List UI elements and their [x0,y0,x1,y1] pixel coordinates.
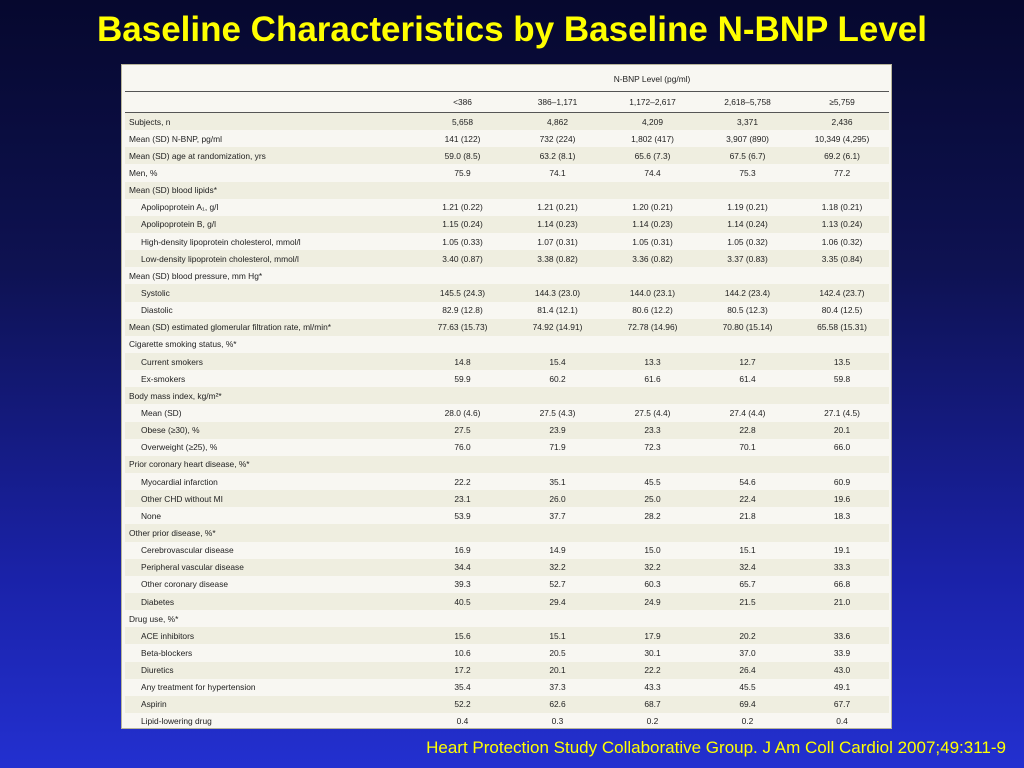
row-sublabel: Other CHD without MI [125,490,415,507]
table-cell: 26.4 [700,662,795,679]
table-cell: 1.07 (0.31) [537,236,578,247]
row-label: Mean (SD) N-BNP, pg/ml [129,133,222,144]
table-cell [415,456,510,473]
table-row [125,199,889,216]
table-cell: 17.2 [415,662,510,679]
table-cell: 32.2 [605,559,700,576]
row-sublabel: Obese (≥30), % [125,422,415,439]
row-sublabel: Diuretics [125,662,415,679]
row-label: Drug use, %* [129,613,179,624]
header-spacer [125,67,415,92]
table-cell: 3.36 (0.82) [605,250,700,267]
table-cell [605,267,700,284]
table-cell: 30.1 [644,647,661,658]
table-cell: 27.4 (4.4) [729,407,766,418]
table-cell: 45.5 [644,476,661,487]
table-cell [795,456,889,473]
table-cell [415,267,510,284]
row-label: Other prior disease, %* [125,524,415,541]
table-group-header-row [125,67,889,92]
table-cell: 1.21 (0.21) [537,202,578,213]
table-cell [795,610,889,627]
table-cell: 81.4 (12.1) [537,305,578,316]
row-label: Cigarette smoking status, %* [129,339,237,350]
row-sublabel: Cerebrovascular disease [141,545,234,556]
table-cell [510,524,605,541]
table-cell: 69.4 [700,696,795,713]
table-cell: 142.4 (23.7) [795,284,889,301]
table-row [125,696,889,713]
table-cell: 22.4 [700,490,795,507]
row-sublabel: Diastolic [141,305,173,316]
table-cell: 15.4 [510,353,605,370]
table-cell [795,182,889,199]
row-label: Mean (SD) estimated glomerular filtration rate, ml/min* [125,319,415,336]
table-cell: 65.6 (7.3) [605,147,700,164]
row-sublabel: Ex-smokers [141,373,186,384]
table-cell [605,610,700,627]
table-cell: 20.1 [510,662,605,679]
table-cell: 80.4 (12.5) [821,305,863,316]
table-cell: 732 (224) [539,133,576,144]
table-cell [605,336,700,353]
table-cell: 15.0 [644,545,661,556]
table-cell: 4,209 [605,113,700,131]
table-row [125,164,889,181]
table-cell: 1.14 (0.23) [510,216,605,233]
column-header: 1,172–2,617 [605,92,700,113]
table-cell [605,182,700,199]
table-cell: 14.8 [415,353,510,370]
table-cell: 74.1 [549,167,566,178]
table-cell: 15.6 [415,627,510,644]
table-cell: 20.5 [549,647,566,658]
table-cell: 4,862 [510,113,605,131]
row-sublabel: Mean (SD) [141,407,182,418]
table-row [125,644,889,661]
group-header-nbnp-level: N-BNP Level (pg/ml) [415,67,889,92]
row-sublabel: Aspirin [125,696,415,713]
table-cell: 1.13 (0.24) [795,216,889,233]
table-cell: 3.37 (0.83) [700,250,795,267]
row-sublabel: None [141,510,162,521]
table-row [125,113,889,131]
table-cell: 59.0 (8.5) [415,147,510,164]
table-cell: 20.2 [700,627,795,644]
table-cell: 52.7 [549,579,566,590]
table-cell: 27.1 (4.5) [824,407,860,418]
table-cell: 23.9 [510,422,605,439]
table-cell: 12.7 [700,353,795,370]
table-row [125,216,889,233]
table-cell: 1.19 (0.21) [727,202,768,213]
table-cell: 17.9 [605,627,700,644]
table-cell: 1.06 (0.32) [821,236,863,247]
table-cell [605,387,700,404]
slide-title: Baseline Characteristics by Baseline N-BNP Level [96,10,927,49]
table-row [125,233,889,250]
table-cell: 13.3 [605,353,700,370]
table-cell: 82.9 (12.8) [442,305,483,316]
table-cell: 74.4 [644,167,661,178]
baseline-characteristics-table [121,64,892,729]
table-cell [415,610,510,627]
table-cell: 61.4 [739,373,756,384]
table-cell: 27.5 (4.4) [634,407,671,418]
table-cell: 33.9 [833,647,851,658]
table-cell: 68.7 [605,696,700,713]
table-column-header-row [125,92,889,113]
table-row [125,370,889,387]
row-label: Prior coronary heart disease, %* [125,456,415,473]
table-cell [415,524,510,541]
table-cell: 80.6 (12.2) [632,305,673,316]
table-row [125,284,889,301]
table-cell: 5,658 [415,113,510,131]
table-cell: 60.2 [549,373,566,384]
table-row [125,593,889,610]
table-cell: 35.1 [549,476,566,487]
table-cell: 0.4 [456,716,469,727]
table-cell: 65.7 [739,579,756,590]
table-row [125,130,889,147]
table-cell: 33.3 [795,559,889,576]
table-cell [510,336,605,353]
table-cell [415,387,510,404]
table-cell: 0.4 [836,716,848,727]
table-cell: 37.0 [739,647,756,658]
table-cell [700,267,795,284]
table-cell: 60.9 [833,476,851,487]
table-cell: 1.14 (0.24) [700,216,795,233]
table-cell: 52.2 [415,696,510,713]
table-cell: 22.8 [700,422,795,439]
citation: Heart Protection Study Collaborative Group. J Am Coll Cardiol 2007;49:311-9 [426,738,1006,757]
table-cell: 3.38 (0.82) [510,250,605,267]
row-sublabel: Peripheral vascular disease [125,559,415,576]
table-cell: 21.5 [700,593,795,610]
table-cell: 80.5 (12.3) [727,305,768,316]
table-cell [700,387,795,404]
table-cell [415,336,510,353]
table-row [125,250,889,267]
table-row [125,353,889,370]
table-cell [700,182,795,199]
row-label: Mean (SD) blood lipids* [125,182,415,199]
table-cell [510,387,605,404]
table-cell: 1.05 (0.32) [727,236,768,247]
table-cell: 3,371 [700,113,795,131]
row-sublabel: Lipid-lowering drug [141,716,212,727]
table-cell: 145.5 (24.3) [415,284,510,301]
data-table [125,67,889,730]
table-cell: 59.9 [454,373,471,384]
table-cell: 1.05 (0.31) [632,236,673,247]
table-row [125,524,889,541]
table-cell: 37.7 [549,510,566,521]
column-header: <386 [415,92,510,113]
table-cell: 33.6 [795,627,889,644]
table-cell: 37.3 [549,682,566,693]
table-cell: 66.0 [833,442,851,453]
table-cell: 15.1 [510,627,605,644]
row-label: Mean (SD) blood pressure, mm Hg* [129,270,263,281]
table-row [125,490,889,507]
table-cell: 2,436 [795,113,889,131]
table-cell: 43.0 [795,662,889,679]
table-cell: 76.0 [454,442,471,453]
table-cell: 1.21 (0.22) [442,202,483,213]
table-cell: 0.2 [741,716,754,727]
table-cell [510,610,605,627]
table-cell: 0.3 [551,716,564,727]
table-row [125,404,889,421]
row-sublabel: Other coronary disease [141,579,229,590]
table-cell: 43.3 [644,682,661,693]
table-row [125,627,889,644]
row-sublabel: Low-density lipoprotein cholesterol, mmol/l [125,250,415,267]
table-row [125,147,889,164]
table-cell: 32.4 [700,559,795,576]
row-label: Men, % [129,167,158,178]
table-cell: 21.0 [795,593,889,610]
table-cell: 24.9 [605,593,700,610]
row-sublabel: Myocardial infarction [141,476,218,487]
table-cell: 29.4 [510,593,605,610]
table-row [125,456,889,473]
table-cell: 0.2 [646,716,659,727]
table-cell: 70.80 (15.14) [700,319,795,336]
table-row [125,473,889,490]
table-cell: 1.18 (0.21) [821,202,863,213]
table-cell: 67.7 [795,696,889,713]
table-cell: 3,907 (890) [726,133,769,144]
row-sublabel: Current smokers [125,353,415,370]
table-cell: 1.20 (0.21) [632,202,673,213]
table-cell: 16.9 [454,545,471,556]
table-cell: 49.1 [833,682,851,693]
table-cell: 72.78 (14.96) [605,319,700,336]
table-cell: 53.9 [454,510,471,521]
column-header: 2,618–5,758 [700,92,795,113]
table-cell [795,267,889,284]
table-cell: 27.5 [415,422,510,439]
table-cell: 21.8 [739,510,756,521]
table-cell [605,456,700,473]
row-sublabel: Beta-blockers [141,647,193,658]
table-cell: 26.0 [510,490,605,507]
column-header: 386–1,171 [510,92,605,113]
table-cell: 60.3 [644,579,661,590]
table-row [125,302,889,319]
table-cell: 65.58 (15.31) [795,319,889,336]
table-cell: 1.05 (0.33) [442,236,483,247]
table-cell: 141 (122) [444,133,481,144]
table-cell: 67.5 (6.7) [700,147,795,164]
table-cell: 39.3 [454,579,471,590]
table-cell: 54.6 [739,476,756,487]
table-cell: 10,349 (4,295) [814,133,870,144]
table-cell: 32.2 [510,559,605,576]
table-cell: 3.40 (0.87) [415,250,510,267]
table-cell: 28.0 (4.6) [444,407,481,418]
table-cell: 20.1 [795,422,889,439]
table-cell: 34.4 [415,559,510,576]
row-label: Mean (SD) age at randomization, yrs [125,147,415,164]
table-body [125,113,889,731]
table-cell: 35.4 [454,682,471,693]
table-cell: 15.1 [739,545,756,556]
table-cell: 19.6 [795,490,889,507]
row-sublabel: Overweight (≥25), % [141,442,218,453]
table-cell [700,610,795,627]
table-cell: 77.63 (15.73) [415,319,510,336]
table-cell [795,524,889,541]
table-row [125,336,889,353]
table-cell: 22.2 [454,476,471,487]
table-row [125,267,889,284]
table-cell: 28.2 [644,510,661,521]
table-cell: 62.6 [510,696,605,713]
header-spacer [125,92,415,113]
table-cell: 72.3 [644,442,661,453]
table-cell [605,524,700,541]
table-cell: 14.9 [549,545,566,556]
table-row [125,679,889,696]
table-row [125,387,889,404]
table-row [125,439,889,456]
table-cell: 70.1 [739,442,756,453]
table-row [125,576,889,593]
table-cell [510,456,605,473]
table-cell: 75.9 [454,167,471,178]
table-row [125,559,889,576]
column-header: ≥5,759 [795,92,889,113]
row-sublabel: High-density lipoprotein cholesterol, mmol/l [141,236,301,247]
table-cell: 10.6 [454,647,471,658]
table-cell: 77.2 [833,167,851,178]
table-row [125,542,889,559]
table-row [125,713,889,730]
table-cell: 71.9 [549,442,566,453]
table-cell: 66.8 [833,579,851,590]
row-sublabel: Apolipoprotein B, g/l [125,216,415,233]
table-cell: 1,802 (417) [631,133,674,144]
table-cell: 19.1 [833,545,851,556]
row-sublabel: Any treatment for hypertension [141,682,256,693]
table-cell: 23.1 [415,490,510,507]
table-cell: 13.5 [795,353,889,370]
table-row [125,507,889,524]
row-label: Subjects, n [125,113,415,131]
table-row [125,319,889,336]
table-cell [795,387,889,404]
table-cell: 22.2 [605,662,700,679]
table-cell: 18.3 [833,510,851,521]
table-cell [415,182,510,199]
table-cell [510,267,605,284]
table-cell: 40.5 [415,593,510,610]
table-row [125,422,889,439]
table-cell: 144.0 (23.1) [605,284,700,301]
table-cell: 45.5 [739,682,756,693]
table-cell: 69.2 (6.1) [795,147,889,164]
table-cell: 27.5 (4.3) [539,407,576,418]
table-cell [700,456,795,473]
table-cell: 61.6 [644,373,661,384]
row-sublabel: Apolipoprotein A₁, g/l [141,202,219,213]
table-cell: 74.92 (14.91) [510,319,605,336]
table-cell: 3.35 (0.84) [795,250,889,267]
table-cell [700,336,795,353]
row-sublabel: ACE inhibitors [125,627,415,644]
row-label: Body mass index, kg/m²* [125,387,415,404]
table-cell: 59.8 [833,373,851,384]
table-cell: 75.3 [739,167,756,178]
table-cell [510,182,605,199]
row-sublabel: Diabetes [125,593,415,610]
table-cell: 25.0 [605,490,700,507]
table-cell [700,524,795,541]
row-sublabel: Systolic [125,284,415,301]
table-cell: 63.2 (8.1) [510,147,605,164]
table-row [125,182,889,199]
table-cell: 144.2 (23.4) [700,284,795,301]
table-cell: 23.3 [605,422,700,439]
table-cell: 144.3 (23.0) [510,284,605,301]
table-row [125,662,889,679]
table-cell: 1.14 (0.23) [605,216,700,233]
table-row [125,610,889,627]
table-cell: 1.15 (0.24) [415,216,510,233]
table-cell [795,336,889,353]
